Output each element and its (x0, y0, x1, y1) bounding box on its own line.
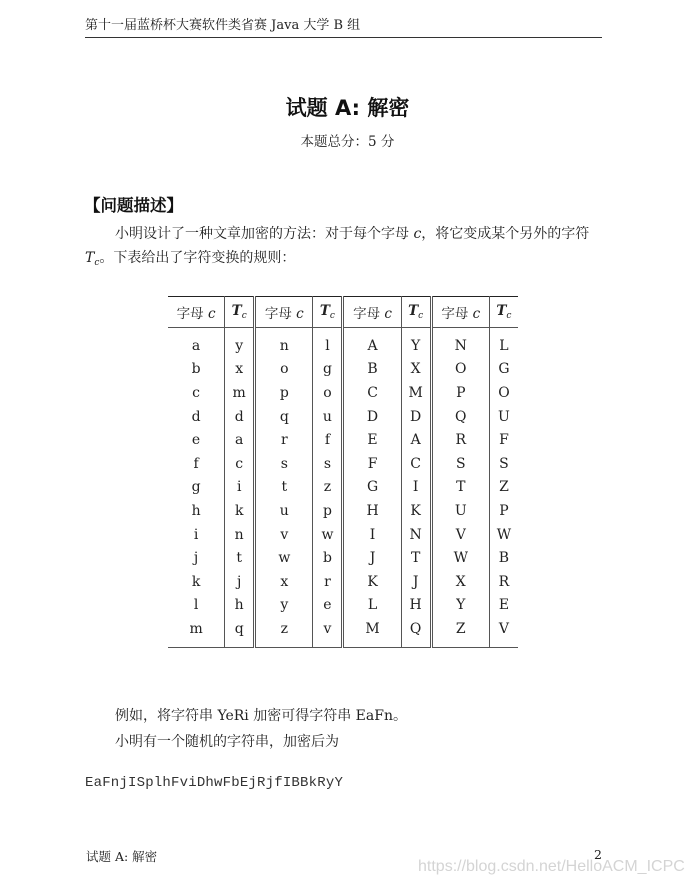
cell-mapped: E (498, 597, 510, 614)
cell-mapped: u (313, 405, 343, 429)
cell-mapped: r (313, 570, 343, 594)
problem-score: 本题总分：5 分 (300, 134, 395, 150)
cell-mapped: D (401, 405, 431, 429)
cell-mapped: R (498, 573, 510, 590)
header-letter (168, 297, 225, 328)
cell-mapped: w (313, 523, 343, 547)
cell-letter: g (168, 476, 225, 500)
cell-mapped: V (498, 620, 509, 637)
cell-letter: u (255, 499, 313, 523)
cell-mapped: L (499, 337, 509, 354)
table-row (168, 381, 518, 405)
cell-letter: Z (431, 617, 489, 647)
cell-letter: r (255, 428, 313, 452)
cell-mapped: f (313, 428, 343, 452)
cell-letter: w (255, 546, 313, 570)
table-row (168, 617, 518, 647)
cell-letter: K (343, 570, 401, 594)
cell-letter: G (343, 476, 401, 500)
table-row (168, 358, 518, 382)
cell-letter: R (431, 428, 489, 452)
cell-letter: Y (431, 594, 489, 618)
cell-letter: e (168, 428, 225, 452)
cell-letter: m (168, 617, 225, 647)
cell-letter: i (168, 523, 225, 547)
cell-letter: v (255, 523, 313, 547)
random-string-text: 小明有一个随机的字符串，加密后为 (115, 734, 339, 750)
cell-letter: J (343, 546, 401, 570)
description-text: 。下表给出了字符变换的规则： (99, 250, 296, 266)
cell-mapped: S (499, 455, 509, 472)
cell-mapped: P (499, 502, 509, 519)
cell-mapped: x (225, 358, 255, 382)
table-row (168, 570, 518, 594)
cell-mapped: M (401, 381, 431, 405)
cell-letter: S (431, 452, 489, 476)
header-letter (343, 297, 401, 328)
cell-mapped: e (313, 594, 343, 618)
cell-mapped: J (401, 570, 431, 594)
table-header-row (168, 297, 518, 328)
header-letter (255, 297, 313, 328)
cell-mapped: i (225, 476, 255, 500)
variable-t-subscript: c (94, 258, 100, 268)
cell-letter: a (168, 328, 225, 358)
header-sub: c (418, 311, 424, 321)
header-label: 字母 (264, 306, 297, 322)
cell-letter: n (255, 328, 313, 358)
footer-title: 试题 A: 解密 (86, 849, 158, 864)
table-row (168, 523, 518, 547)
cell-mapped: Z (499, 479, 509, 496)
table-row (168, 452, 518, 476)
cell-mapped: T (401, 546, 431, 570)
cell-letter: k (168, 570, 225, 594)
cell-mapped: h (225, 594, 255, 618)
cell-letter: T (431, 476, 489, 500)
header-sub: c (506, 311, 512, 321)
cell-letter: Q (431, 405, 489, 429)
cell-letter: N (431, 328, 489, 358)
cell-mapped: O (498, 384, 510, 401)
header-label: T (231, 303, 242, 319)
cell-mapped: b (313, 546, 343, 570)
cell-mapped: N (401, 523, 431, 547)
cell-letter: c (168, 381, 225, 405)
variable-t: T (85, 250, 95, 266)
cell-mapped: p (313, 499, 343, 523)
cell-mapped: n (225, 523, 255, 547)
header-label: T (319, 303, 330, 319)
running-header: 第十一届蓝桥杯大赛软件类省赛 Java 大学 B 组 (85, 18, 602, 38)
cell-letter: f (168, 452, 225, 476)
cell-letter: X (431, 570, 489, 594)
header-label: 字母 (353, 306, 385, 322)
cell-mapped: W (496, 526, 512, 543)
cell-letter: E (343, 428, 401, 452)
cell-mapped: U (498, 408, 510, 425)
header-tc (313, 297, 343, 328)
cell-letter: s (255, 452, 313, 476)
header-sub: c (329, 311, 335, 321)
cell-letter: W (431, 546, 489, 570)
cell-letter: p (255, 381, 313, 405)
cell-mapped: a (225, 428, 255, 452)
example-text: 例如，将字符串 YeRi 加密可得字符串 EaFn。 (115, 708, 407, 724)
cell-mapped: v (313, 617, 343, 647)
cell-mapped: H (401, 594, 431, 618)
description-text: ，将它变成某个另外的字符 (421, 226, 590, 242)
cell-letter: t (255, 476, 313, 500)
table-row (168, 428, 518, 452)
cell-mapped: o (313, 381, 343, 405)
cell-mapped: Y (401, 328, 431, 358)
cell-letter: h (168, 499, 225, 523)
table-row (168, 499, 518, 523)
table-row (168, 328, 518, 358)
header-var: c (296, 306, 304, 322)
watermark: https://blog.csdn.net/HelloACM_ICPC (418, 858, 685, 875)
header-sub: c (241, 311, 247, 321)
cell-mapped: A (401, 428, 431, 452)
cell-letter: M (343, 617, 401, 647)
variable-c: c (413, 226, 422, 242)
header-var: c (472, 306, 481, 322)
problem-title: 试题 A: 解密 (285, 96, 410, 120)
header-tc (401, 297, 431, 328)
description-text: 小明设计了一种文章加密的方法：对于每个字母 (115, 226, 414, 242)
cell-letter: B (343, 358, 401, 382)
problem-description (85, 222, 605, 275)
cell-letter: z (255, 617, 313, 647)
cell-mapped: F (499, 432, 509, 449)
cell-letter: l (168, 594, 225, 618)
cell-mapped: j (225, 570, 255, 594)
cell-mapped: G (498, 361, 510, 378)
cell-letter: O (431, 358, 489, 382)
cell-letter: d (168, 405, 225, 429)
table-row (168, 594, 518, 618)
cell-letter: L (343, 594, 401, 618)
cell-letter: o (255, 358, 313, 382)
cell-letter: P (431, 381, 489, 405)
cell-mapped: s (313, 452, 343, 476)
cell-letter: H (343, 499, 401, 523)
cell-letter: q (255, 405, 313, 429)
cell-mapped: q (225, 617, 255, 647)
header-tc (489, 297, 518, 328)
cell-letter: b (168, 358, 225, 382)
cell-mapped: B (498, 550, 510, 567)
cell-mapped: d (225, 405, 255, 429)
cell-mapped: g (313, 358, 343, 382)
cell-mapped: z (313, 476, 343, 500)
header-var: c (207, 306, 216, 322)
cell-mapped: K (401, 499, 431, 523)
section-heading: 【问题描述】 (84, 196, 183, 215)
cell-letter: j (168, 546, 225, 570)
header-label: 字母 (176, 306, 208, 322)
header-label: T (408, 303, 419, 319)
cell-mapped: Q (401, 617, 431, 647)
cell-letter: I (343, 523, 401, 547)
table-row (168, 476, 518, 500)
cell-letter: D (343, 405, 401, 429)
mapping-table (168, 296, 518, 648)
cell-mapped: t (225, 546, 255, 570)
header-label: 字母 (441, 306, 473, 322)
cell-mapped: C (401, 452, 431, 476)
table-row (168, 546, 518, 570)
cell-letter: C (343, 381, 401, 405)
table-row (168, 405, 518, 429)
cell-letter: F (343, 452, 401, 476)
cell-mapped: l (313, 328, 343, 358)
header-tc (225, 297, 255, 328)
header-var: c (384, 306, 392, 322)
cell-mapped: y (225, 328, 255, 358)
cell-letter: A (343, 328, 401, 358)
cell-mapped: k (225, 499, 255, 523)
page-number: 2 (594, 847, 602, 862)
cell-letter: U (431, 499, 489, 523)
cell-mapped: I (401, 476, 431, 500)
ciphertext: EaFnjISplhFviDhwFbEjRjfIBBkRyY (85, 775, 344, 791)
cell-mapped: m (225, 381, 255, 405)
cell-letter: x (255, 570, 313, 594)
header-label: T (496, 303, 507, 319)
header-letter (431, 297, 489, 328)
cell-mapped: X (401, 358, 431, 382)
cell-letter: V (431, 523, 489, 547)
cell-mapped: c (225, 452, 255, 476)
cell-letter: y (255, 594, 313, 618)
